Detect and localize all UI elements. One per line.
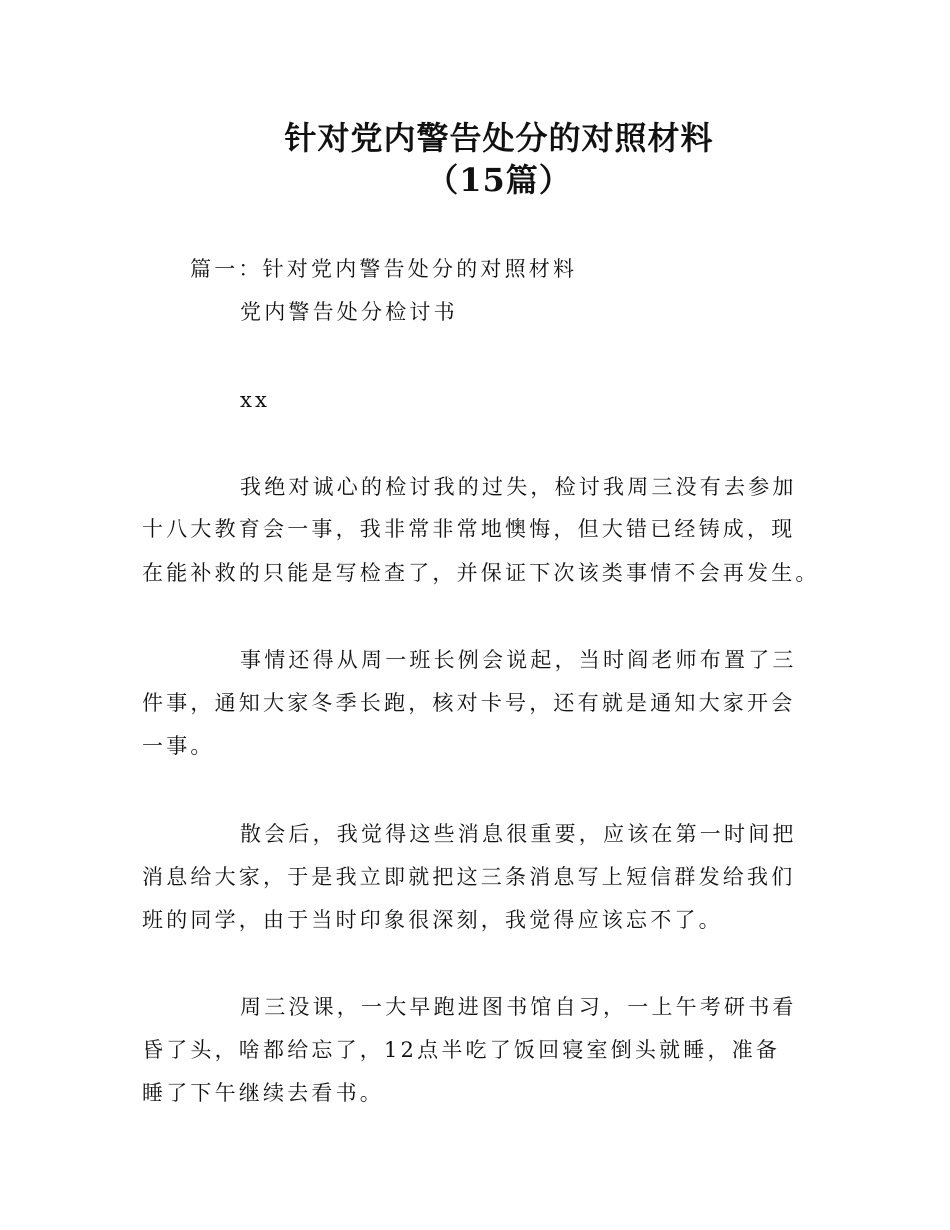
paragraph-line: 散会后，我觉得这些消息很重要，应该在第一时间把	[240, 822, 797, 846]
paragraph-line: 周三没课，一大早跑进图书馆自习，一上午考研书看	[240, 995, 797, 1019]
paragraph-line: 消息给大家，于是我立即就把这三条消息写上短信群发给我们	[142, 865, 796, 889]
paragraph-line: 昏了头，啥都给忘了，12点半吃了饭回寝室倒头就睡，准备	[142, 1038, 781, 1062]
paragraph-line: 十八大教育会一事，我非常非常地懊悔，但大错已经铸成，现	[142, 517, 796, 541]
subheading: 党内警告处分检讨书	[240, 300, 458, 324]
paragraph-line: 班的同学，由于当时印象很深刻，我觉得应该忘不了。	[142, 908, 723, 932]
paragraph-line: 我绝对诚心的检讨我的过失，检讨我周三没有去参加	[240, 475, 797, 499]
document-title-count: （15篇）	[426, 161, 572, 199]
salutation: xx	[240, 388, 271, 412]
section-heading: 篇一：针对党内警告处分的对照材料	[190, 257, 578, 281]
paragraph-line: 事情还得从周一班长例会说起，当时阎老师布置了三	[240, 648, 797, 672]
document-title: 针对党内警告处分的对照材料	[284, 119, 714, 157]
paragraph-line: 睡了下午继续去看书。	[142, 1081, 384, 1105]
paragraph-line: 件事，通知大家冬季长跑，核对卡号，还有就是通知大家开会	[142, 691, 796, 715]
paragraph-line: 一事。	[142, 734, 215, 758]
paragraph-line: 在能补救的只能是写检查了，并保证下次该类事情不会再发生。	[142, 561, 820, 585]
